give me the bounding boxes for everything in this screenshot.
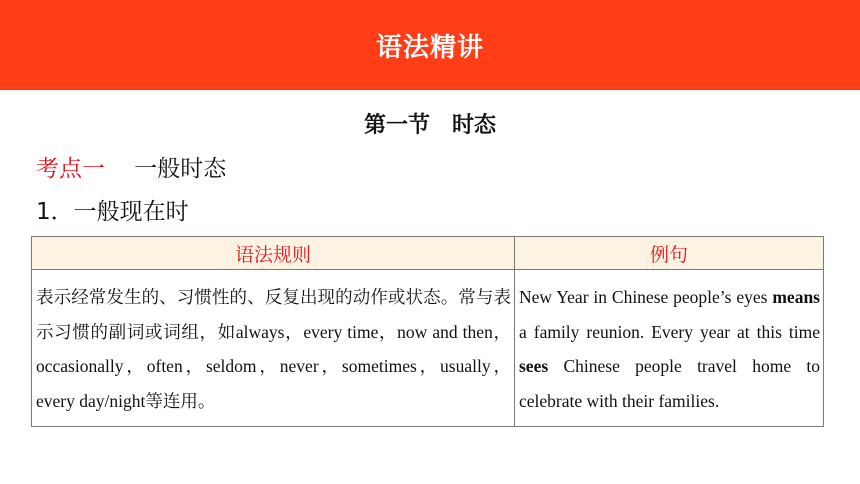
example-part-1: New Year in Chinese people’s eyes (519, 287, 773, 307)
example-part-2: a family reunion. Every year at this time (519, 321, 820, 342)
header-examples: 例句 (515, 237, 824, 270)
point-heading (36, 150, 226, 183)
example-verb-sees: sees (519, 356, 549, 376)
point-label: 考点一 (36, 156, 105, 182)
table-header-row (32, 237, 824, 270)
example-verb-means: means (772, 287, 820, 307)
title-banner (0, 0, 860, 90)
example-text (515, 270, 824, 427)
point-title: 一般时态 (134, 156, 227, 182)
grammar-table (31, 236, 824, 427)
banner-title: 语法精讲 (375, 32, 484, 63)
example-part-3: Chinese people travel home to celebrate with their families. (519, 356, 820, 411)
rule-text: 表示经常发生的、习惯性的、反复出现的动作或状态。常与表示习惯的副词或词组，如always，every time，now and then，occasionally，often，seldom，never，sometimes，usually，every day/night等连用。 (32, 270, 515, 427)
section-title: 第一节 时态 (363, 112, 496, 138)
subsection-title: 1．一般现在时 (36, 199, 189, 225)
header-rules: 语法规则 (32, 237, 515, 270)
table-row (32, 270, 824, 427)
